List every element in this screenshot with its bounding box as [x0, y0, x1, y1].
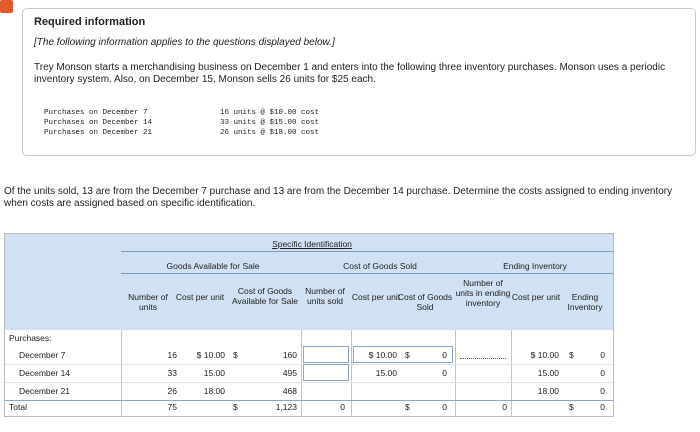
table-title: Specific Identification — [272, 239, 352, 249]
required-information-title: Required information — [34, 16, 146, 28]
purchase-label: Purchases on December 21 — [44, 129, 153, 137]
end-value-dec-7: 0 — [600, 350, 605, 360]
purchase-label: Purchases on December 14 — [44, 119, 153, 127]
end-cost-dec-21: 18.00 — [537, 386, 559, 396]
col-cost-per-unit-ending: Cost per unit — [511, 292, 561, 302]
purchase-details — [220, 108, 319, 138]
col-ending-inventory: Ending Inventory — [567, 292, 603, 312]
total-ending-inventory: 0 — [600, 402, 605, 412]
col-cost-per-unit-sold: Cost per unit — [351, 292, 401, 302]
total-units-sold: 0 — [340, 402, 345, 412]
available-dec-21: 468 — [282, 386, 297, 396]
cost-dec-14: 15.00 — [203, 368, 225, 378]
specific-identification-table — [4, 233, 614, 417]
dollar-sign: $ — [405, 350, 410, 360]
row-label-december-14: December 14 — [19, 368, 71, 378]
row-label-december-7: December 7 — [19, 350, 66, 360]
units-dec-21: 26 — [167, 386, 177, 396]
purchase-detail: 16 units @ $10.00 cost — [220, 109, 320, 117]
col-cost-sold: Cost of Goods Sold — [397, 292, 453, 312]
end-value-dec-21: 0 — [600, 386, 605, 396]
units-ending-dec-7-input[interactable] — [460, 358, 506, 359]
total-units-ending: 0 — [502, 402, 507, 412]
sold-value-dec-14: 0 — [442, 368, 447, 378]
col-cost-available: Cost of Goods Available for Sale — [232, 286, 298, 306]
cost-dec-21: 18.00 — [203, 386, 225, 396]
dollar-sign: $ — [569, 402, 574, 412]
col-cost-per-unit: Cost per unit — [175, 292, 225, 302]
group-goods-available: Goods Available for Sale — [166, 261, 260, 271]
dollar-sign: $ — [569, 350, 574, 360]
question-text: Of the units sold, 13 are from the December 7 purchase and 13 are from the December 14 purchase. Determine the costs assigned to ending inventory when costs are assigned based on specific identification. — [4, 186, 673, 209]
applies-note: [The following information applies to the questions displayed below.] — [34, 37, 335, 48]
purchase-labels — [44, 108, 152, 138]
group-cost-of-goods-sold: Cost of Goods Sold — [343, 261, 417, 271]
col-units-sold: Number of units sold — [305, 286, 345, 306]
sold-value-dec-7: 0 — [442, 350, 447, 360]
dollar-sign: $ — [233, 350, 238, 360]
purchases-label: Purchases: — [9, 333, 52, 343]
col-units-ending: Number of units in ending inventory — [455, 278, 511, 308]
row-label-total: Total — [9, 402, 27, 412]
cost-dec-7: $ 10.00 — [196, 350, 225, 360]
units-sold-dec-7-input[interactable] — [303, 346, 349, 363]
dollar-sign: $ — [405, 402, 410, 412]
total-available: 1,123 — [275, 402, 297, 412]
intro-text: Trey Monson starts a merchandising business on December 1 and enters into the following three inventory purchases. Monson uses a periodic inventory system. Also, on December 15, Monson sells 26 units for $25 each. — [34, 62, 666, 85]
group-ending-inventory: Ending Inventory — [503, 261, 567, 271]
end-value-dec-14: 0 — [600, 368, 605, 378]
units-dec-7: 16 — [167, 350, 177, 360]
available-dec-7: 160 — [282, 350, 297, 360]
units-sold-dec-14-input[interactable] — [303, 364, 349, 381]
row-label-december-21: December 21 — [19, 386, 71, 396]
sold-cost-dec-14: 15.00 — [375, 368, 397, 378]
purchase-detail: 26 units @ $18.00 cost — [220, 129, 320, 137]
total-cogs: 0 — [442, 402, 447, 412]
sold-cost-dec-7: $ 10.00 — [368, 350, 397, 360]
units-dec-14: 33 — [167, 368, 177, 378]
end-cost-dec-7: $ 10.00 — [530, 350, 559, 360]
alert-icon — [0, 0, 13, 13]
end-cost-dec-14: 15.00 — [537, 368, 559, 378]
purchase-detail: 33 units @ $15.00 cost — [220, 119, 320, 127]
available-dec-14: 495 — [282, 368, 297, 378]
total-units: 75 — [167, 402, 177, 412]
dollar-sign: $ — [233, 402, 238, 412]
purchase-label: Purchases on December 7 — [44, 109, 148, 117]
col-units: Number of units — [128, 292, 168, 312]
